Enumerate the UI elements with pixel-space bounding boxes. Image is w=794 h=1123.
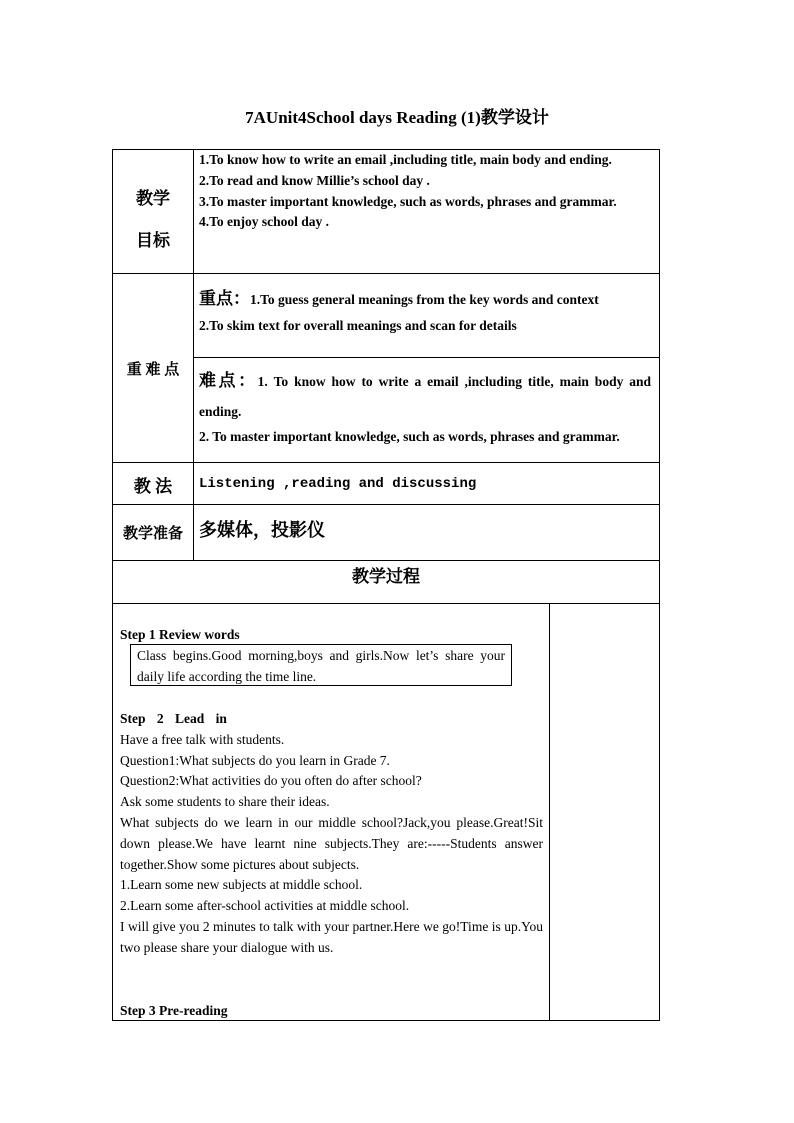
difficulty-text: 1. To know how to write a email ,including title, main body and ending.	[199, 374, 651, 419]
step2-line: I will give you 2 minutes to talk with your partner.Here we go!Time is up.You two please share your dialogue with us.	[120, 918, 543, 955]
row-divider	[193, 357, 659, 358]
objectives-content	[199, 150, 651, 233]
objective-item: 2.To read and know Millie’s school day .	[199, 172, 430, 188]
focus-label: 重点：	[199, 289, 250, 308]
key-points-label: 重 难 点	[126, 362, 180, 378]
row-divider	[113, 603, 659, 604]
objective-item: 4.To enjoy school day .	[199, 214, 330, 230]
focus-text-2: 2.To skim text for overall meanings and scan for details	[199, 318, 517, 333]
step2-line: Question2:What activities do you often do after school?	[120, 773, 422, 789]
step3-title	[120, 1001, 543, 1022]
focus-content	[199, 284, 651, 336]
preparation-label: 教学准备	[122, 526, 183, 542]
step2-line: Ask some students to share their ideas.	[120, 794, 330, 810]
step1-title	[120, 625, 543, 646]
lesson-plan-table	[112, 149, 660, 1021]
step2-line: 1.Learn some new subjects at middle school.	[120, 877, 363, 893]
method-text: Listening ,reading and discussing	[199, 476, 477, 492]
step2-title: Step 2 Lead in	[120, 711, 227, 726]
column-divider	[193, 150, 194, 561]
step2-line: What subjects do we learn in our middle school?Jack,you please.Great!Sit down please.We have learnt nine subjects.They are:-----Students answer together.Show some pictures about subjects.	[120, 814, 543, 872]
step1-dialogue-text: Class begins.Good morning,boys and girls.Now let’s share your daily life according the time line.	[137, 648, 505, 684]
difficulty-label: 难点：	[199, 371, 258, 390]
difficulty-content	[199, 366, 651, 448]
preparation-text: 多媒体，投影仪	[199, 520, 325, 540]
step2-line: Question1:What subjects do you learn in Grade 7.	[120, 752, 390, 768]
step2-block	[120, 709, 543, 959]
difficulty-text-2: 2. To master important knowledge, such as words, phrases and grammar.	[199, 429, 620, 444]
step3-title-text: Step 3 Pre-reading	[120, 1003, 228, 1018]
process-heading: 教学过程	[352, 567, 420, 586]
row-divider	[113, 560, 659, 561]
step2-line: Have a free talk with students.	[120, 731, 285, 747]
row-divider	[113, 462, 659, 463]
objectives-label-line2: 目标	[136, 231, 170, 250]
focus-text: 1.To guess general meanings from the key words and context	[250, 292, 599, 307]
objectives-label	[113, 178, 193, 262]
objectives-label-line1: 教学	[136, 189, 170, 208]
objective-item: 1.To know how to write an email ,including title, main body and ending.	[199, 152, 612, 167]
step1-dialogue-box	[130, 644, 512, 686]
document-title: 7AUnit4School days Reading (1)教学设计	[245, 108, 549, 127]
row-divider	[113, 273, 659, 274]
step2-line: 2.Learn some after-school activities at middle school.	[120, 898, 410, 914]
step1-title-text: Step 1 Review words	[120, 627, 240, 642]
objective-item: 3.To master important knowledge, such as words, phrases and grammar.	[199, 193, 617, 209]
row-divider	[113, 504, 659, 505]
method-label: 教 法	[133, 477, 173, 496]
column-divider	[549, 603, 550, 1021]
